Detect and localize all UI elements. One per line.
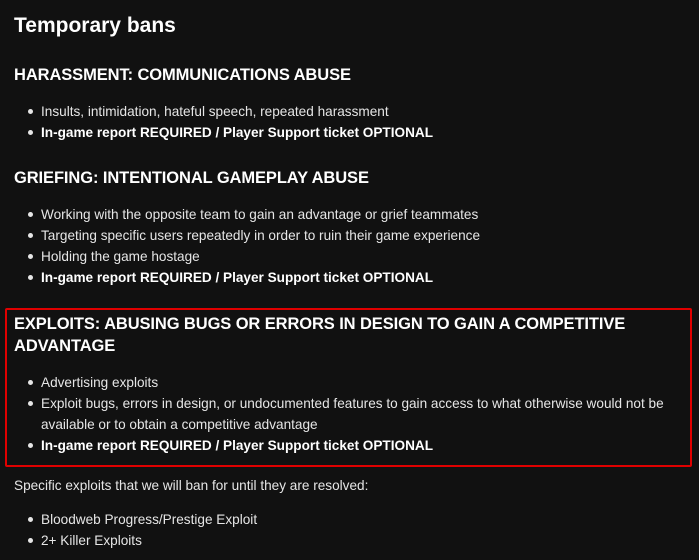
section-heading-exploits [14, 313, 625, 357]
exploits-list [0, 372, 690, 456]
list-item-report-requirement: In-game report REQUIRED / Player Support ticket OPTIONAL [0, 267, 690, 288]
list-item-line1: Exploit bugs, errors in design, or undocumented features to gain access to what otherwise would not be [41, 396, 664, 411]
list-item: Holding the game hostage [0, 246, 690, 267]
list-item-report-requirement: In-game report REQUIRED / Player Support ticket OPTIONAL [0, 435, 690, 456]
specific-exploits-intro: Specific exploits that we will ban for until they are resolved: [14, 478, 369, 493]
list-item: Targeting specific users repeatedly in order to ruin their game experience [0, 225, 690, 246]
specific-exploits-list [0, 509, 690, 551]
page-title: Temporary bans [14, 14, 176, 37]
list-item-line2: available or to obtain a competitive advantage [41, 417, 318, 432]
harassment-list [0, 101, 690, 143]
section-heading-exploits-line1: EXPLOITS: ABUSING BUGS OR ERRORS IN DESIGN TO GAIN A COMPETITIVE [14, 315, 626, 333]
list-item-report-requirement: In-game report REQUIRED / Player Support ticket OPTIONAL [0, 122, 690, 143]
list-item: Bloodweb Progress/Prestige Exploit [0, 509, 690, 530]
list-item [0, 393, 690, 435]
section-heading-harassment: HARASSMENT: COMMUNICATIONS ABUSE [14, 66, 351, 84]
list-item: Advertising exploits [0, 372, 690, 393]
griefing-list [0, 204, 690, 288]
list-item: Insults, intimidation, hateful speech, repeated harassment [0, 101, 690, 122]
section-heading-griefing: GRIEFING: INTENTIONAL GAMEPLAY ABUSE [14, 169, 369, 187]
list-item: Working with the opposite team to gain an advantage or grief teammates [0, 204, 690, 225]
list-item: 2+ Killer Exploits [0, 530, 690, 551]
section-heading-exploits-line2: ADVANTAGE [14, 337, 116, 355]
